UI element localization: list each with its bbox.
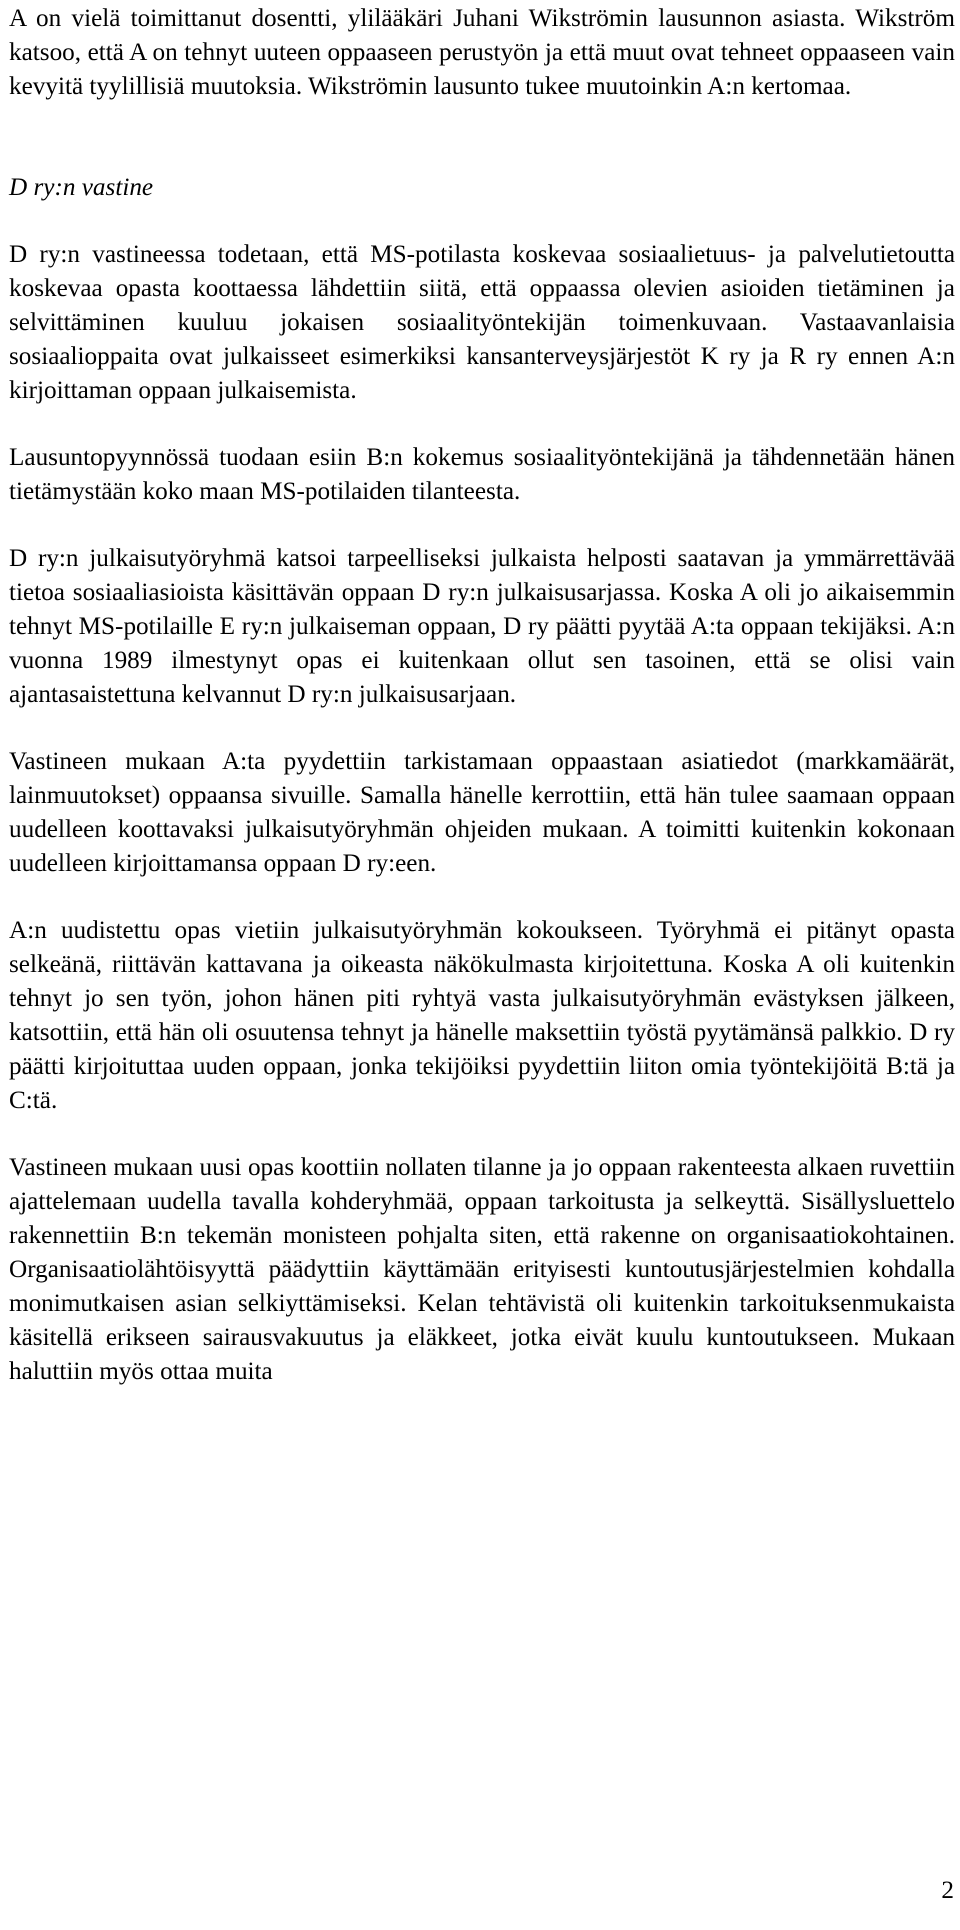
paragraph: D ry:n julkaisutyöryhmä katsoi tarpeelliseksi julkaista helposti saatavan ja ymmärrettävää tietoa sosiaaliasioista käsittävän oppaan D ry:n julkaisusarjassa. Koska A oli jo aikaisemmin tehnyt MS-potilaille E ry:n julkaiseman oppaan, D ry päätti pyytää A:ta oppaan tekijäksi. A:n vuonna 1989 ilmestynyt opas ei kuitenkaan ollut sen tasoinen, että se olisi vain ajantasaistettuna kelvannut D ry:n julkaisusarjaan. — [9, 545, 955, 708]
document-page — [9, 0, 955, 1389]
paragraph: A:n uudistettu opas vietiin julkaisutyöryhmän kokoukseen. Työryhmä ei pitänyt opasta selkeänä, riittävän kattavana ja oikeasta näkökulmasta kirjoitettuna. Koska A oli kuitenkin tehnyt jo sen työn, johon hänen piti ryhtyä vasta julkaisutyöryhmän evästyksen jälkeen, katsottiin, että hän oli osuutensa tehnyt ja hänelle maksettiin työstä pyytämänsä palkkio. D ry päätti kirjoituttaa uuden oppaan, jonka tekijöiksi pyydettiin liiton omia työntekijöitä B:tä ja C:tä. — [9, 917, 955, 1114]
page-number: 2 — [941, 1877, 954, 1904]
intro-paragraph: A on vielä toimittanut dosentti, ylilääkäri Juhani Wikströmin lausunnon asiasta. Wikström katsoo, että A on tehnyt uuteen oppaaseen perustyön ja että muut ovat tehneet oppaaseen vain kevyitä tyylillisiä muutoksia. Wikströmin lausunto tukee muutoinkin A:n kertomaa. — [9, 5, 955, 100]
paragraph: Lausuntopyynnössä tuodaan esiin B:n kokemus sosiaalityöntekijänä ja tähdennetään hänen tietämystään koko maan MS-potilaiden tilanteesta. — [9, 444, 955, 505]
paragraph: Vastineen mukaan uusi opas koottiin nollaten tilanne ja jo oppaan rakenteesta alkaen ruvettiin ajattelemaan uudella tavalla kohderyhmää, oppaan tarkoitusta ja selkeyttä. Sisällysluettelo rakennettiin B:n tekemän monisteen pohjalta siten, että rakenne on organisaatiokohtainen. Organisaatiolähtöisyyttä päädyttiin käyttämään erityisesti kuntoutusjärjestelmien kohdalla monimutkaisen asian selkiyttämiseksi. Kelan tehtävistä oli kuitenkin tarkoituksenmukaista käsitellä erikseen sairausvakuutus ja eläkkeet, jotka eivät kuulu kuntoutukseen. Mukaan haluttiin myös ottaa muita — [9, 1154, 955, 1385]
section-heading: D ry:n vastine — [9, 174, 154, 201]
paragraph: Vastineen mukaan A:ta pyydettiin tarkistamaan oppaastaan asiatiedot (markkamäärät, lainmuutokset) oppaansa sivuille. Samalla hänelle kerrottiin, että hän tulee saamaan oppaan uudelleen koottavaksi julkaisutyöryhmän ohjeiden mukaan. A toimitti kuitenkin kokonaan uudelleen kirjoittamansa oppaan D ry:een. — [9, 748, 955, 877]
paragraph: D ry:n vastineessa todetaan, että MS-potilasta koskevaa sosiaalietuus- ja palvelutietoutta koskevaa opasta koottaessa lähdettiin siitä, että oppaassa olevien asioiden tietäminen ja selvittäminen kuuluu jokaisen sosiaalityöntekijän toimenkuvaan. Vastaavanlaisia sosiaalioppaita ovat julkaisseet esimerkiksi kansanterveysjärjestöt K ry ja R ry ennen A:n kirjoittaman oppaan julkaisemista. — [9, 241, 955, 404]
